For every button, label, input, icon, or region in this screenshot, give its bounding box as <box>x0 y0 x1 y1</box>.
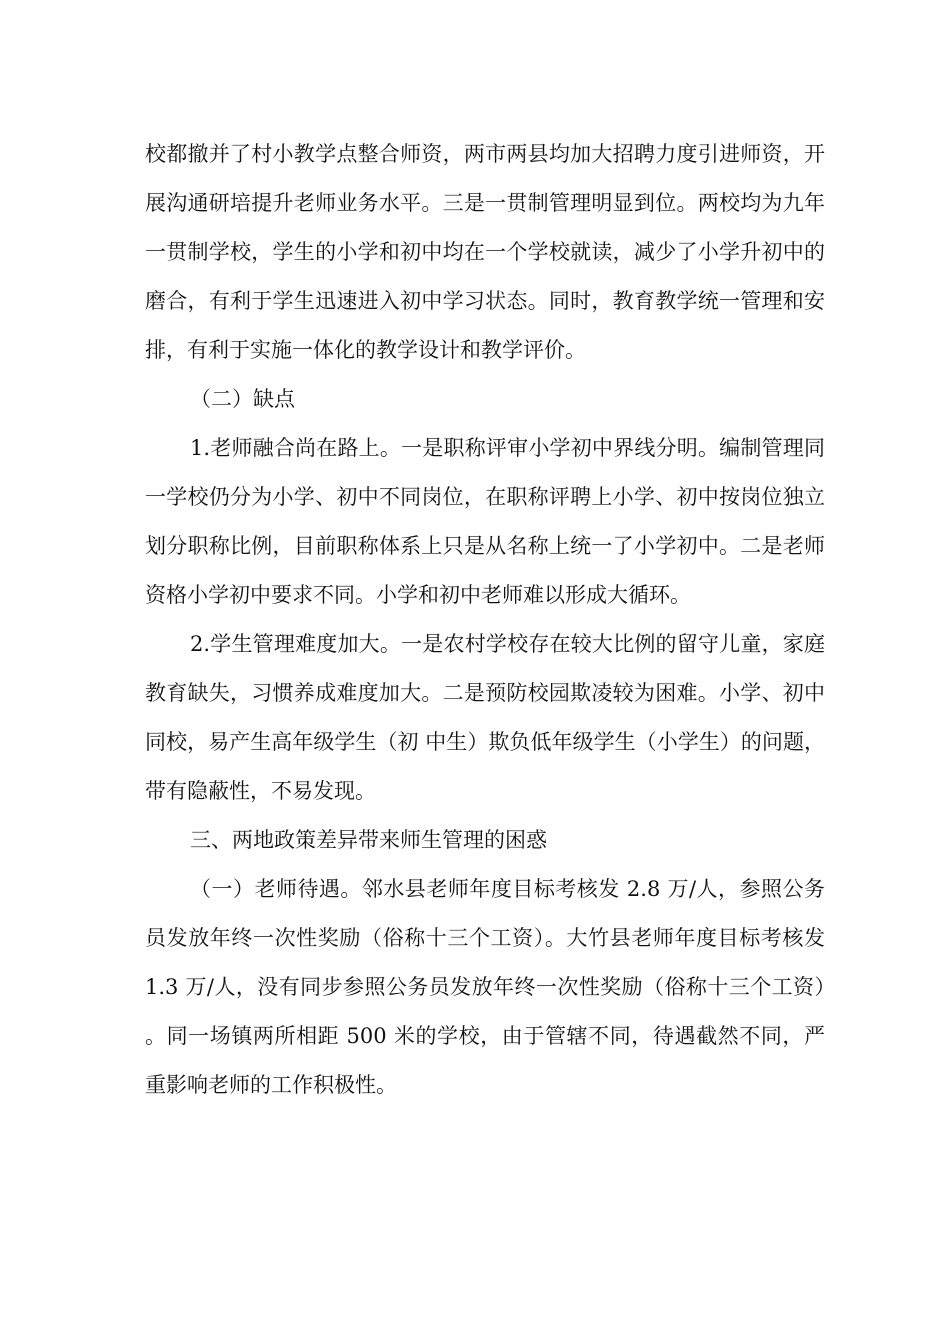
paragraph-student-management: 2.学生管理难度加大。一是农村学校存在较大比例的留守儿童，家庭教育缺失，习惯养成难度加大。二是预防校园欺凌较为困难。小学、初中同校，易产生高年级学生（初 中生）欺负低年级学生（小学生）的问题，带有隐蔽性，不易发现。 <box>145 632 825 803</box>
paragraph-teacher-integration: 1.老师融合尚在路上。一是职称评审小学初中界线分明。编制管理同一学校仍分为小学、初中不同岗位，在职称评聘上小学、初中按岗位独立划分职称比例，目前职称体系上只是从名称上统一了小学初中。二是老师资格小学初中要求不同。小学和初中老师难以形成大循环。 <box>145 436 825 607</box>
section-heading-policy-differences: 三、两地政策差异带来师生管理的困惑 <box>190 828 547 852</box>
paragraph-teacher-treatment: （一）老师待遇。邻水县老师年度目标考核发 2.8 万/人，参照公务员发放年终一次性奖励（俗称十三个工资）。大竹县老师年度目标考核发 1.3 万/人，没有同步参照公务员发放年终一次性奖励（俗称十三个工资）。同一场镇两所相距 500 米的学校，由于管辖不同，待遇截然不同，严重影响老师的工作积极性。 <box>145 877 825 1097</box>
paragraph-continuation: 校都撤并了村小教学点整合师资，两市两县均加大招聘力度引进师资，开展沟通研培提升老师业务水平。三是一贯制管理明显到位。两校均为九年一贯制学校，学生的小学和初中均在一个学校就读，减少了小学升初中的磨合，有利于学生迅速进入初中学习状态。同时，教育教学统一管理和安排，有利于实施一体化的教学设计和教学评价。 <box>145 142 825 362</box>
section-heading-shortcomings: （二）缺点 <box>190 387 295 411</box>
document-body <box>145 130 825 1110</box>
